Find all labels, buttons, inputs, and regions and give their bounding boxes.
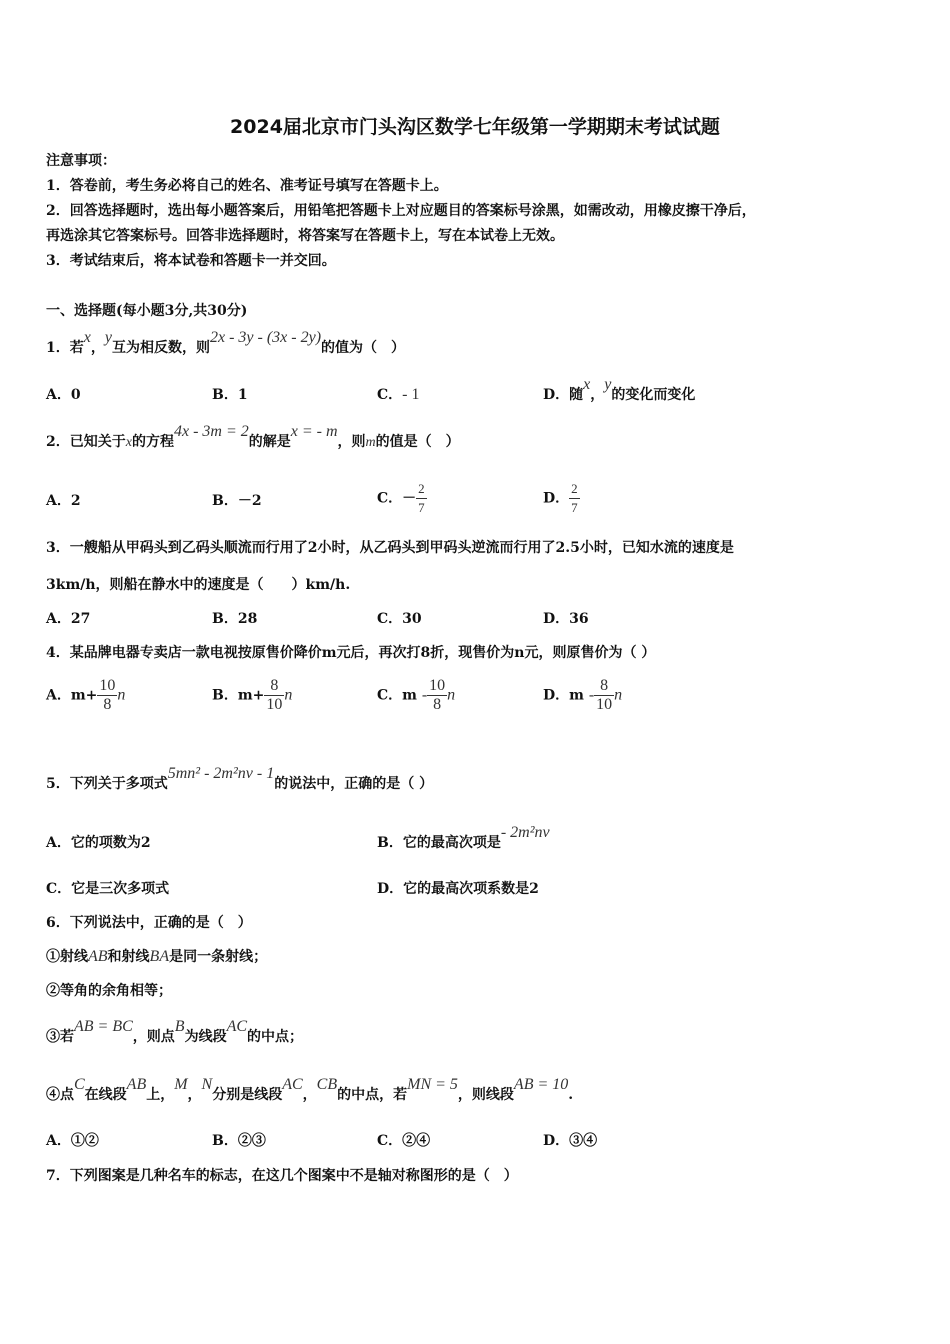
fraction-numerator: 2 <box>416 480 427 499</box>
q6-s4-m: M <box>174 1076 188 1093</box>
q1-comma: ， <box>90 340 105 356</box>
q5-option-d[interactable]: D．它的最高次项系数是2 <box>377 881 539 897</box>
q6-s3-text: ③若 <box>46 1029 74 1045</box>
question-1 <box>46 329 406 358</box>
q3-option-b[interactable]: B．28 <box>212 611 258 627</box>
q4-n: n <box>614 686 623 704</box>
q5-suffix: 的说法中，正确的是（ ） <box>274 776 434 792</box>
q4-option-d[interactable] <box>543 677 622 714</box>
q2-mid1: 的方程 <box>131 434 174 450</box>
q1-option-d[interactable] <box>543 376 696 405</box>
section-heading: 一、选择题(每小题3分,共30分) <box>46 303 248 319</box>
q1-mid: 互为相反数，则 <box>111 340 210 356</box>
fraction-denominator: 7 <box>418 500 425 515</box>
q6-s4-cb: CB <box>316 1076 338 1093</box>
q6-s1-ab: AB <box>88 948 108 965</box>
fraction-denominator: 10 <box>596 696 613 713</box>
q6-s4-text: ④点 <box>46 1087 74 1103</box>
q4-option-c-fraction <box>427 677 447 714</box>
q2-option-c-label: C．－ <box>377 490 417 507</box>
q1-option-c-label: C． <box>377 387 403 403</box>
q4-option-a[interactable] <box>46 677 125 714</box>
q6-s4-text: 的中点，若 <box>337 1087 408 1103</box>
note-item: 再选涂其它答案标号。回答非选择题时，将答案写在答题卡上，写在本试卷上无效。 <box>46 228 564 244</box>
fraction-numerator: 10 <box>429 677 446 694</box>
q6-s1-text: 和射线 <box>107 949 150 965</box>
fraction-numerator: 8 <box>594 677 614 696</box>
q2-option-d-fraction <box>569 480 580 517</box>
q6-s4-text: 上， <box>146 1087 175 1103</box>
q5-option-b[interactable] <box>377 824 550 853</box>
q5-prefix: 5．下列关于多项式 <box>46 776 168 792</box>
q4-option-d-label: D．m <box>543 687 584 704</box>
q1-option-c[interactable] <box>377 385 419 405</box>
q6-s3-text: ，则点 <box>132 1029 175 1045</box>
q6-statement-4 <box>46 1076 574 1105</box>
q5-option-b-expr: - 2m²nv <box>500 824 550 841</box>
fraction-denominator: 10 <box>266 696 283 713</box>
q6-s3-ac: AC <box>226 1018 248 1035</box>
page-title: 2024届北京市门头沟区数学七年级第一学期期末考试试题 <box>230 116 720 138</box>
q6-option-b[interactable]: B．②③ <box>212 1133 266 1149</box>
q5-polynomial: 5mn² - 2m²nv - 1 <box>167 765 275 782</box>
q4-option-c[interactable] <box>377 677 455 714</box>
q4-minus: - <box>588 686 595 704</box>
q6-option-c[interactable]: C．②④ <box>377 1133 431 1149</box>
q6-s4-c: C <box>74 1076 85 1093</box>
q2-option-c-fraction <box>416 480 427 517</box>
q6-s4-ac: AC <box>282 1076 303 1093</box>
notes-heading: 注意事项： <box>46 153 116 169</box>
q4-option-c-label: C．m <box>377 687 417 704</box>
q1-option-d-suffix: 的变化而变化 <box>611 387 696 403</box>
q6-s4-text: ， <box>302 1087 317 1103</box>
fraction-denominator: 8 <box>103 696 112 713</box>
note-item: 1．答卷前，考生务必将自己的姓名、准考证号填写在答题卡上。 <box>46 178 448 194</box>
q6-s4-n: N <box>201 1076 213 1093</box>
q4-option-b-label: B．m+ <box>212 687 265 704</box>
q6-s3-equation: AB = BC <box>74 1018 133 1035</box>
question-5 <box>46 765 434 794</box>
q6-statement-1 <box>46 947 267 967</box>
q6-s3-text: 的中点； <box>247 1029 304 1045</box>
q6-s3-text: 为线段 <box>184 1029 227 1045</box>
q4-minus: - <box>421 686 428 704</box>
q2-x: x <box>125 435 132 450</box>
q5-option-a[interactable]: A．它的项数为2 <box>46 835 151 851</box>
q1-option-d-comma: ， <box>590 387 605 403</box>
q6-s4-ab: AB <box>126 1076 147 1093</box>
q2-option-d[interactable] <box>543 480 580 517</box>
q6-s4-text: 分别是线段 <box>212 1087 283 1103</box>
q2-option-a[interactable]: A．2 <box>46 493 81 509</box>
note-item: 2．回答选择题时，选出每小题答案后，用铅笔把答题卡上对应题目的答案标号涂黑，如需改动，用橡皮擦干净后， <box>46 203 756 219</box>
q4-n: n <box>447 686 456 704</box>
q2-m: m <box>365 435 376 450</box>
q6-s4-mn: MN = 5 <box>407 1076 458 1093</box>
q1-option-c-value: - 1 <box>402 386 420 403</box>
q1-suffix: 的值为（ ） <box>321 340 406 356</box>
q1-option-d-x: x <box>583 376 591 393</box>
q1-option-d-label: D．随 <box>543 387 584 403</box>
q4-option-a-fraction <box>97 677 117 714</box>
q4-option-b-fraction <box>264 677 284 714</box>
q4-n: n <box>284 686 293 704</box>
q2-mid3: ，则 <box>337 434 366 450</box>
fraction-denominator: 7 <box>571 500 578 515</box>
q2-mid2: 的解是 <box>248 434 291 450</box>
fraction-denominator: 8 <box>433 696 442 713</box>
q3-option-c[interactable]: C．30 <box>377 611 422 627</box>
q2-prefix: 2．已知关于 <box>46 434 126 450</box>
q1-option-d-y: y <box>604 376 612 393</box>
q2-option-b[interactable]: B．－2 <box>212 493 262 509</box>
q4-option-d-fraction <box>594 677 614 714</box>
q1-expr: 2x - 3y - (3x - 2y) <box>209 329 322 346</box>
q2-option-d-label: D． <box>543 490 570 507</box>
question-4: 4．某品牌电器专卖店一款电视按原售价降价m元后，再次打8折，现售价为n元，则原售价为（ ） <box>46 645 656 661</box>
q1-option-a[interactable]: A．0 <box>46 387 81 403</box>
question-2 <box>46 423 460 453</box>
question-3-line-1: 3．一艘船从甲码头到乙码头顺流而行用了2小时，从乙码头到甲码头逆流而行用了2.5小时，已知水流的速度是 <box>46 540 734 556</box>
q6-s4-ab-value: AB = 10 <box>513 1076 569 1093</box>
fraction-numerator: 8 <box>264 677 284 696</box>
q3-option-a[interactable]: A．27 <box>46 611 91 627</box>
q1-prefix: 1．若 <box>46 340 84 356</box>
q5-option-c[interactable]: C．它是三次多项式 <box>46 881 170 897</box>
q3-option-d[interactable]: D．36 <box>543 611 589 627</box>
q6-option-d[interactable]: D．③④ <box>543 1133 598 1149</box>
q4-option-a-label: A．m+ <box>46 687 98 704</box>
q2-option-c[interactable] <box>377 480 427 517</box>
q5-option-b-label: B．它的最高次项是 <box>377 835 501 851</box>
question-6: 6．下列说法中，正确的是（ ） <box>46 915 252 931</box>
q1-y: y <box>104 329 112 346</box>
q6-statement-2: ②等角的余角相等； <box>46 983 172 999</box>
q6-s1-text: 是同一条射线； <box>169 949 268 965</box>
q6-s1-text: ①射线 <box>46 949 88 965</box>
q6-statement-3 <box>46 1018 304 1047</box>
q6-s4-text: 在线段 <box>84 1087 127 1103</box>
q2-solution: x = - m <box>290 423 338 440</box>
q1-option-b[interactable]: B．1 <box>212 387 248 403</box>
q4-option-b[interactable] <box>212 677 292 714</box>
question-7: 7．下列图案是几种名车的标志，在这几个图案中不是轴对称图形的是（ ） <box>46 1168 518 1184</box>
q6-s4-text: ，则线段 <box>457 1087 514 1103</box>
q6-s3-b: B <box>174 1018 185 1035</box>
q1-x: x <box>83 329 91 346</box>
q2-equation: 4x - 3m = 2 <box>173 423 249 440</box>
q6-s4-text: . <box>568 1087 574 1103</box>
note-item: 3．考试结束后，将本试卷和答题卡一并交回。 <box>46 253 336 269</box>
q6-s1-ba: BA <box>149 948 170 965</box>
question-3-line-2: 3km/h，则船在静水中的速度是（ ）km/h. <box>46 577 351 593</box>
q2-suffix: 的值是（ ） <box>375 434 460 450</box>
q6-option-a[interactable]: A．①② <box>46 1133 99 1149</box>
fraction-numerator: 2 <box>569 480 580 499</box>
fraction-numerator: 10 <box>99 677 116 694</box>
q4-n: n <box>117 686 126 704</box>
q6-s4-text: ， <box>187 1087 202 1103</box>
